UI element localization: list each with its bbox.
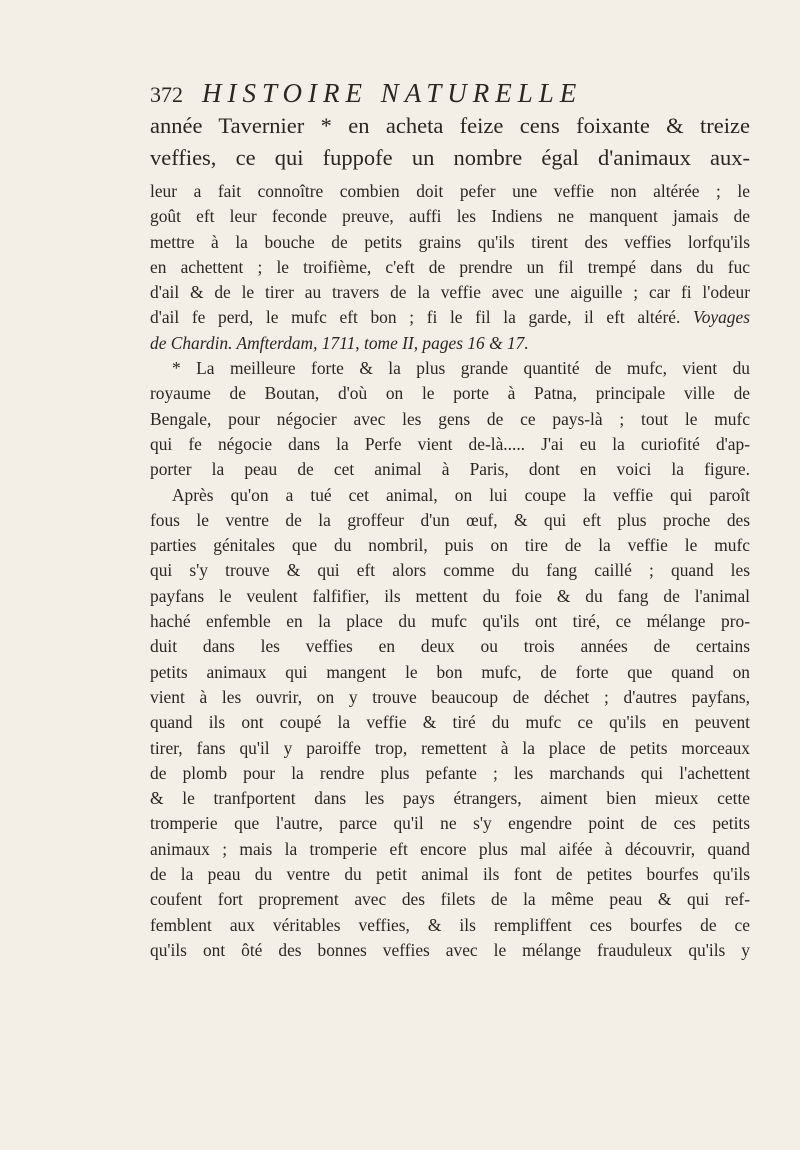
footnote-line: vient à les ouvrir, on y trouve beaucoup de déchet ; d'autres payfans, — [150, 686, 750, 707]
footnote-line: royaume de Boutan, d'où on le porte à Patna, principale ville de — [150, 383, 750, 404]
footnote-line: fous le ventre de la groffeur d'un œuf, & qui eft plus proche des — [150, 509, 750, 530]
footnote-line: qu'ils ont ôté des bonnes veffies avec le mélange frauduleux qu'ils y — [150, 939, 750, 960]
citation-reference: de Chardin. Amfterdam, 1711, tome II, pages 16 & 17. — [150, 332, 529, 353]
footnote-line: parties génitales que du nombril, puis on tire de la veffie le mufc — [150, 535, 750, 556]
citation-line: goût eft leur feconde preuve, auffi les Indiens ne manquent jamais de — [150, 206, 750, 227]
footnote-line: Après qu'on a tué cet animal, on lui coupe la veffie qui paroît — [172, 484, 750, 505]
footnote-line: porter la peau de cet animal à Paris, dont en voici la figure. — [150, 459, 750, 480]
footnote-block — [150, 179, 750, 963]
footnote-line: quand ils ont coupé la veffie & tiré du mufc ce qu'ils en peuvent — [150, 712, 750, 733]
page-header — [150, 78, 750, 108]
footnote-line: tromperie que l'autre, parce qu'il ne s'y engendre point de ces petits — [150, 813, 750, 834]
main-text-line: veffies, ce qui fuppofe un nombre égal d'animaux aux- — [150, 145, 750, 170]
footnote-line: coufent fort proprement avec des filets de la même peau & qui ref- — [150, 889, 750, 910]
footnote-line: Bengale, pour négocier avec les gens de ce pays-là ; tout le mufc — [150, 408, 750, 429]
footnote-line: petits animaux qui mangent le bon mufc, de forte que quand on — [150, 661, 750, 682]
footnote-line: haché enfemble en la place du mufc qu'ils ont tiré, ce mélange pro- — [150, 611, 750, 632]
running-title: HISTOIRE NATURELLE — [202, 78, 583, 108]
main-text — [150, 110, 750, 174]
citation-line: mettre à la bouche de petits grains qu'ils tirent des veffies lorfqu'ils — [150, 231, 750, 252]
citation-line: en achettent ; le troifième, c'eft de prendre un fil trempé dans du fuc — [150, 256, 750, 277]
footnote-line: payfans le veulent falfifier, ils mettent du foie & du fang de l'animal — [150, 585, 750, 606]
citation-line: leur a fait connoître combien doit pefer une veffie non altérée ; le — [150, 181, 750, 201]
footnote-line: qui s'y trouve & qui eft alors comme du fang caillé ; quand les — [150, 560, 750, 581]
footnote-line: femblent aux véritables veffies, & ils rempliffent ces bourfes de ce — [150, 914, 750, 935]
page-number: 372 — [150, 82, 183, 107]
main-text-line: année Tavernier * en acheta feize cens foixante & treize — [150, 113, 750, 138]
citation-ref-start: Voyages — [693, 307, 750, 328]
footnote-line: de la peau du ventre du petit animal ils font de petites bourfes qu'ils — [150, 864, 750, 885]
citation-line — [150, 305, 750, 330]
footnote-line: tirer, fans qu'il y paroiffe trop, remettent à la place de petits morceaux — [150, 737, 750, 758]
footnote-line: & le tranfportent dans les pays étrangers, aiment bien mieux cette — [150, 788, 750, 809]
citation-line: d'ail & de le tirer au travers de la veffie avec une aiguille ; car fi l'odeur — [150, 282, 750, 303]
footnote-line: qui fe négocie dans la Perfe vient de-là..... J'ai eu la curiofité d'ap- — [150, 433, 750, 454]
footnote-line: de plomb pour la rendre plus pefante ; les marchands qui l'achettent — [150, 762, 750, 783]
footnote-line: * La meilleure forte & la plus grande quantité de mufc, vient du — [172, 358, 750, 379]
footnote-line: duit dans les veffies en deux ou trois années de certains — [150, 636, 750, 657]
footnote-line: animaux ; mais la tromperie eft encore plus mal aifée à découvrir, quand — [150, 838, 750, 859]
citation-line-text: d'ail fe perd, le mufc eft bon ; fi le fil la garde, il eft altéré. — [150, 307, 681, 328]
